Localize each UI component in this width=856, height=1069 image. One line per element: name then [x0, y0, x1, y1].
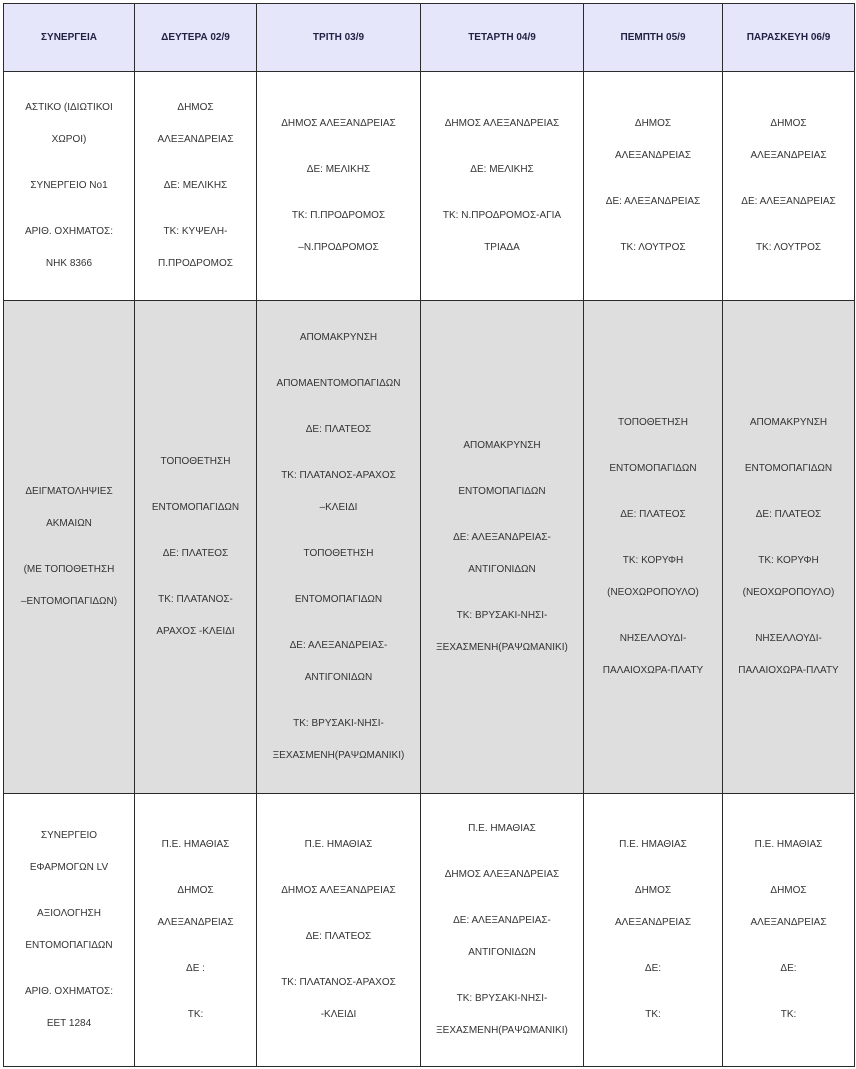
cell-line: ΔΗΜΟΣ ΑΛΕΞΑΝΔΡΕΙΑΣ [444, 118, 560, 129]
cell-content [727, 829, 850, 1031]
cell-line: ΣΥΝΕΡΓΕΙΟ Νο1 [30, 180, 108, 191]
cell-line: (ΝΕΟΧΩΡΟΠΟΥΛΟ) [607, 587, 699, 598]
cell-line: ΑΣΤΙΚΟ (ΙΔΙΩΤΙΚΟΙ [25, 102, 113, 113]
cell-content [588, 829, 718, 1031]
cell-line: ΔΕ : [186, 963, 205, 974]
header-cell-crews: ΣΥΝΕΡΓΕΙΑ [4, 4, 135, 72]
cell-line: ΤΚ: ΠΛΑΤΑΝΟΣ-ΑΡΑΧΟΣ [281, 977, 396, 988]
cell-line: ΔΗΜΟΣ [770, 885, 807, 896]
cell-line: ΕΝΤΟΜΟΠΑΓΙΔΩΝ [25, 940, 113, 951]
cell-line: ΕΕΤ 1284 [46, 1018, 92, 1029]
cell-line: ΤΚ: ΒΡΥΣΑΚΙ-ΝΗΣΙ- [456, 610, 548, 621]
cell-line: ΑΛΕΞΑΝΔΡΕΙΑΣ [750, 917, 827, 928]
cell-line: ΤΚ: Π.ΠΡΟΔΡΟΜΟΣ [291, 210, 386, 221]
table-cell [421, 794, 584, 1067]
cell-line: –ΚΛΕΙΔΙ [319, 502, 358, 513]
cell-line: ΤΟΠΟΘΕΤΗΣΗ [303, 548, 374, 559]
cell-line: ΤΚ: ΛΟΥΤΡΟΣ [755, 242, 822, 253]
cell-line: ΑΝΤΙΓΟΝΙΔΩΝ [468, 947, 536, 958]
cell-line: ΤΚ: Ν.ΠΡΟΔΡΟΜΟΣ-ΑΓΙΑ [442, 210, 562, 221]
cell-line: ΕΝΤΟΜΟΠΑΓΙΔΩΝ [294, 594, 383, 605]
cell-line: ΞΕΧΑΣΜΕΝΗ(ΡΑΨΩΜΑΝΙΚΙ) [436, 1025, 568, 1036]
cell-line: ΤΚ: [780, 1009, 797, 1020]
cell-line: -ΚΛΕΙΔΙ [320, 1009, 357, 1020]
table-cell [584, 301, 723, 794]
cell-line: ΔΕ: ΑΛΕΞΑΝΔΡΕΙΑΣ- [289, 640, 388, 651]
table-cell [584, 794, 723, 1067]
cell-line: ΔΕ: ΠΛΑΤΕΟΣ [305, 424, 372, 435]
cell-line: ΔΗΜΟΣ [177, 102, 214, 113]
cell-line: –ΕΝΤΟΜΟΠΑΓΙΔΩΝ) [20, 596, 118, 607]
cell-line: ΑΚΜΑΙΩΝ [46, 518, 92, 529]
cell-line: ΤΚ: ΠΛΑΤΑΝΟΣ-ΑΡΑΧΟΣ [281, 470, 396, 481]
cell-line: ΤΟΠΟΘΕΤΗΣΗ [160, 456, 231, 467]
table-cell [4, 301, 135, 794]
cell-line: –Ν.ΠΡΟΔΡΟΜΟΣ [298, 242, 379, 253]
table-cell [723, 794, 855, 1067]
table-cell [723, 72, 855, 301]
cell-line: ΑΠΟΜΑΕΝΤΟΜΟΠΑΓΙΔΩΝ [276, 378, 401, 389]
cell-line: ΔΕ: ΑΛΕΞΑΝΔΡΕΙΑΣ- [453, 915, 551, 926]
table-cell [257, 794, 421, 1067]
cell-content [139, 92, 252, 280]
cell-line: ΔΗΜΟΣ [634, 885, 672, 896]
cell-line: ΑΠΟΜΑΚΡΥΝΣΗ [463, 440, 541, 451]
cell-line: ΧΩΡΟΙ) [51, 134, 87, 145]
sampling-row [4, 301, 855, 794]
urban-crew-row [4, 72, 855, 301]
cell-line: ΔΕΙΓΜΑΤΟΛΗΨΙΕΣ [25, 486, 113, 497]
cell-line: ΤΚ: [645, 1009, 661, 1020]
cell-line: ΑΛΕΞΑΝΔΡΕΙΑΣ [157, 134, 234, 145]
cell-content [139, 446, 252, 648]
cell-line: ΑΛΕΞΑΝΔΡΕΙΑΣ [614, 150, 692, 161]
cell-line: ΕΝΤΟΜΟΠΑΓΙΔΩΝ [609, 463, 697, 474]
cell-line: ΞΕΧΑΣΜΕΝΗ(ΡΑΨΩΜΑΝΙΚΙ) [436, 642, 568, 653]
cell-line: Π.Ε. ΗΜΑΘΙΑΣ [754, 839, 823, 850]
cell-line: ΑΠΟΜΑΚΡΥΝΣΗ [749, 417, 828, 428]
cell-line: Π.ΠΡΟΔΡΟΜΟΣ [158, 258, 233, 269]
cell-line: ΑΡΙΘ. ΟΧΗΜΑΤΟΣ: [24, 226, 114, 237]
cell-content [727, 108, 850, 264]
cell-line: ΑΝΤΙΓΟΝΙΔΩΝ [304, 672, 373, 683]
table-cell [584, 72, 723, 301]
cell-line: ΔΕ: ΠΛΑΤΕΟΣ [620, 509, 686, 520]
table-cell [4, 794, 135, 1067]
cell-line: ΤΚ: ΚΥΨΕΛΗ- [163, 226, 228, 237]
cell-line: ΔΗΜΟΣ [177, 885, 214, 896]
table-cell [421, 301, 584, 794]
cell-line: ΕΦΑΡΜΟΓΩΝ LV [29, 862, 109, 873]
cell-line: ΤΚ: ΛΟΥΤΡΟΣ [620, 242, 686, 253]
cell-line: Π.Ε. ΗΜΑΘΙΑΣ [619, 839, 687, 850]
cell-line: ΑΡΑΧΟΣ -ΚΛΕΙΔΙ [156, 626, 235, 637]
table-cell [135, 72, 257, 301]
cell-content [261, 108, 416, 264]
cell-line: Π.Ε. ΗΜΑΘΙΑΣ [304, 839, 373, 850]
table-cell [723, 301, 855, 794]
cell-line: ΔΗΜΟΣ ΑΛΕΞΑΝΔΡΕΙΑΣ [281, 118, 396, 129]
header-cell-monday: ΔΕΥΤΕΡΑ 02/9 [135, 4, 257, 72]
cell-line: Π.Ε. ΗΜΑΘΙΑΣ [468, 823, 536, 834]
cell-line: ΔΗΜΟΣ ΑΛΕΞΑΝΔΡΕΙΑΣ [444, 869, 560, 880]
cell-line: ΝΗΣΕΛΛΟΥΔΙ- [619, 633, 687, 644]
cell-line: (ΝΕΟΧΩΡΟΠΟΥΛΟ) [742, 587, 835, 598]
cell-line: ΝΗΣΕΛΛΟΥΔΙ- [755, 633, 822, 644]
table-cell [257, 301, 421, 794]
cell-content [261, 829, 416, 1031]
header-row [4, 4, 855, 72]
cell-line: ΑΝΤΙΓΟΝΙΔΩΝ [468, 564, 536, 575]
cell-line: ΑΞΙΟΛΟΓΗΣΗ [37, 908, 101, 919]
cell-line: ΔΗΜΟΣ [634, 118, 672, 129]
cell-line: ΤΚ: ΚΟΡΥΦΗ [758, 555, 819, 566]
cell-line: ΤΚ: ΒΡΥΣΑΚΙ-ΝΗΣΙ- [456, 993, 548, 1004]
table-cell [257, 72, 421, 301]
lv-applications-row [4, 794, 855, 1067]
cell-line: ΑΛΕΞΑΝΔΡΕΙΑΣ [614, 917, 692, 928]
cell-line: ΠΑΛΑΙΟΧΩΡΑ-ΠΛΑΤΥ [602, 665, 704, 676]
table-cell [135, 301, 257, 794]
header-cell-wednesday: ΤΕΤΑΡΤΗ 04/9 [421, 4, 584, 72]
cell-content [261, 322, 416, 772]
cell-line: ΕΝΤΟΜΟΠΑΓΙΔΩΝ [458, 486, 546, 497]
cell-line: ΝΗΚ 8366 [45, 258, 93, 269]
cell-line: ΤΡΙΑΔΑ [484, 242, 520, 253]
table-cell [421, 72, 584, 301]
cell-line: ΔΗΜΟΣ ΑΛΕΞΑΝΔΡΕΙΑΣ [281, 885, 396, 896]
cell-line: ΤΚ: ΚΟΡΥΦΗ [622, 555, 684, 566]
cell-line: ΔΕ: ΑΛΕΞΑΝΔΡΕΙΑΣ- [453, 532, 551, 543]
header-cell-tuesday: ΤΡΙΤΗ 03/9 [257, 4, 421, 72]
cell-line: ΑΡΙΘ. ΟΧΗΜΑΤΟΣ: [24, 986, 114, 997]
cell-line: ΔΕ: ΠΛΑΤΕΟΣ [162, 548, 229, 559]
cell-line: ΔΗΜΟΣ [770, 118, 807, 129]
cell-content [425, 430, 579, 664]
cell-line: ΤΟΠΟΘΕΤΗΣΗ [618, 417, 688, 428]
header-cell-friday: ΠΑΡΑΣΚΕΥΗ 06/9 [723, 4, 855, 72]
cell-line: ΕΝΤΟΜΟΠΑΓΙΔΩΝ [744, 463, 833, 474]
cell-line: ΕΝΤΟΜΟΠΑΓΙΔΩΝ [151, 502, 240, 513]
cell-line: ΔΕ: ΠΛΑΤΕΟΣ [305, 931, 372, 942]
cell-line: ΤΚ: [187, 1009, 204, 1020]
cell-content [8, 92, 130, 280]
cell-content [139, 829, 252, 1031]
cell-line: ΤΚ: ΠΛΑΤΑΝΟΣ- [158, 594, 233, 605]
cell-content [727, 407, 850, 687]
cell-content [8, 476, 130, 618]
cell-line: ΔΕ: [780, 963, 797, 974]
cell-content [425, 108, 579, 264]
cell-line: ΠΑΛΑΙΟΧΩΡΑ-ΠΛΑΤΥ [738, 665, 839, 676]
cell-line: Π.Ε. ΗΜΑΘΙΑΣ [161, 839, 230, 850]
cell-line: ΔΕ: ΑΛΕΞΑΝΔΡΕΙΑΣ [741, 196, 836, 207]
cell-line: (ΜΕ ΤΟΠΟΘΕΤΗΣΗ [23, 564, 115, 575]
cell-line: ΔΕ: ΠΛΑΤΕΟΣ [755, 509, 822, 520]
cell-line: ΑΛΕΞΑΝΔΡΕΙΑΣ [157, 917, 234, 928]
schedule-table [3, 3, 855, 1067]
cell-content [425, 813, 579, 1047]
cell-line: ΑΛΕΞΑΝΔΡΕΙΑΣ [750, 150, 827, 161]
cell-line: ΔΕ: ΜΕΛΙΚΗΣ [163, 180, 228, 191]
cell-line: ΑΠΟΜΑΚΡΥΝΣΗ [299, 332, 378, 343]
cell-line: ΤΚ: ΒΡΥΣΑΚΙ-ΝΗΣΙ- [293, 718, 384, 729]
cell-line: ΞΕΧΑΣΜΕΝΗ(ΡΑΨΩΜΑΝΙΚΙ) [272, 750, 405, 761]
cell-line: ΔΕ: ΑΛΕΞΑΝΔΡΕΙΑΣ [605, 196, 701, 207]
cell-content [588, 108, 718, 264]
cell-content [8, 820, 130, 1040]
cell-line: ΔΕ: ΜΕΛΙΚΗΣ [306, 164, 371, 175]
table-cell [4, 72, 135, 301]
table-cell [135, 794, 257, 1067]
cell-content [588, 407, 718, 687]
cell-line: ΣΥΝΕΡΓΕΙΟ [40, 830, 98, 841]
cell-line: ΔΕ: ΜΕΛΙΚΗΣ [470, 164, 534, 175]
header-cell-thursday: ΠΕΜΠΤΗ 05/9 [584, 4, 723, 72]
cell-line: ΔΕ: [644, 963, 662, 974]
